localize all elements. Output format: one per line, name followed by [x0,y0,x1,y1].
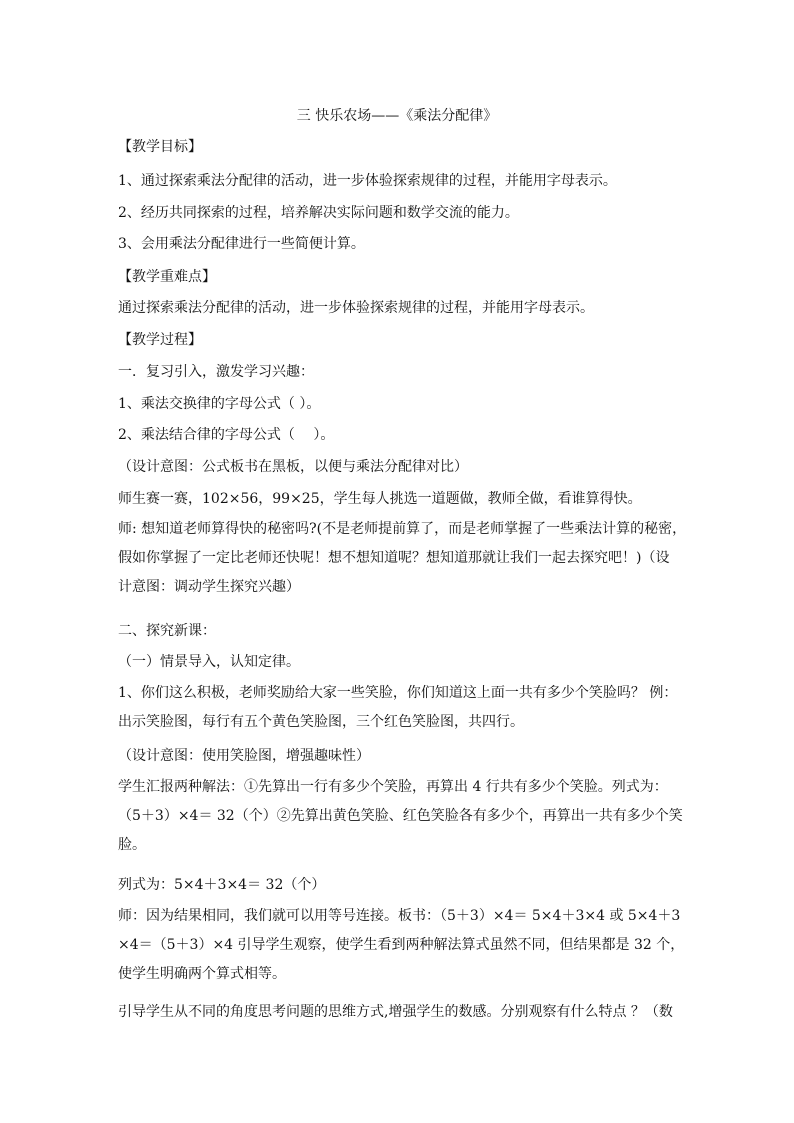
question-1-design-note: （设计意图：使用笑脸图，增强趣味性） [118,748,370,764]
paragraph-line: ×4＝（5＋3）×4 引导学生观察，使学生看到两种解法算式虽然不同，但结果都是 32 个， [118,937,685,953]
teacher-connection-paragraph [118,902,685,989]
section-2-subheading: （一）情景导入，认知定律。 [118,654,300,670]
goal-item-2: 2、经历共同探索的过程，培养解决实际问题和数学交流的能力。 [118,205,519,221]
section-1-game: 师生赛一赛，102×56，99×25，学生每人挑选一道题做，教师全做，看谁算得快。 [118,491,642,507]
student-report-paragraph [118,773,683,860]
heading-teaching-goals: 【教学目标】 [118,139,202,155]
section-1-item-1: 1、乘法交换律的字母公式（ ）。 [118,396,321,412]
heading-teaching-process: 【教学过程】 [118,332,202,348]
paragraph-line: 1、你们这么积极，老师奖励给大家一些笑脸，你们知道这上面一共有多少个笑脸吗？ 例： [118,685,678,701]
key-point-text: 通过探索乘法分配律的活动，进一步体验探索规律的过程，并能用字母表示。 [118,300,594,316]
paragraph-line: 出示笑脸图，每行有五个黄色笑脸图，三个红色笑脸图，共四行。 [118,714,524,730]
section-1-design-note: （设计意图：公式板书在黑板，以便与乘法分配律对比） [118,459,468,475]
paragraph-line: 脸。 [118,837,146,853]
heading-key-points: 【教学重难点】 [118,269,216,285]
goal-item-1: 1、通过探索乘法分配律的活动，进一步体验探索规律的过程，并能用字母表示。 [118,173,617,189]
section-1-item-2: 2、乘法结合律的字母公式（ ）。 [118,427,335,443]
paragraph-line: 计意图：调动学生探究兴趣） [118,579,300,595]
document-title: 三 快乐农场——《乘法分配律》 [296,108,498,124]
paragraph-line: （5＋3）×4＝ 32（个）②先算出黄色笑脸、红色笑脸各有多少个，再算出一共有多少个笑 [118,808,683,824]
section-2-heading: 二、探究新课： [118,623,216,639]
section-1-heading: 一．复习引入，激发学习兴趣： [118,364,314,380]
paragraph-line: 学生汇报两种解法：①先算出一行有多少个笑脸，再算出 4 行共有多少个笑脸。列式为： [118,779,668,795]
teacher-question-paragraph [118,515,687,602]
paragraph-line: 师：因为结果相同，我们就可以用等号连接。板书：（5＋3）×4＝ 5×4＋3×4 或 5×4＋3 [118,908,681,924]
paragraph-line: 使学生明确两个算式相等。 [118,966,286,982]
goal-item-3: 3、会用乘法分配律进行一些简便计算。 [118,236,365,252]
paragraph-line: 假如你掌握了一定比老师还快呢！想不想知道呢？想知道那就让我们一起去探究吧！)（设 [118,550,670,566]
question-1-paragraph [118,679,678,737]
formula-line: 列式为：5×4＋3×4＝ 32（个） [118,877,326,893]
paragraph-line: 师: 想知道老师算得快的秘密吗?(不是老师提前算了，而是老师掌握了一些乘法计算的秘密， [118,521,687,537]
guide-line: 引导学生从不同的角度思考问题的思维方式,增强学生的数感。分别观察有什么特点 ？（数 [118,1004,673,1020]
